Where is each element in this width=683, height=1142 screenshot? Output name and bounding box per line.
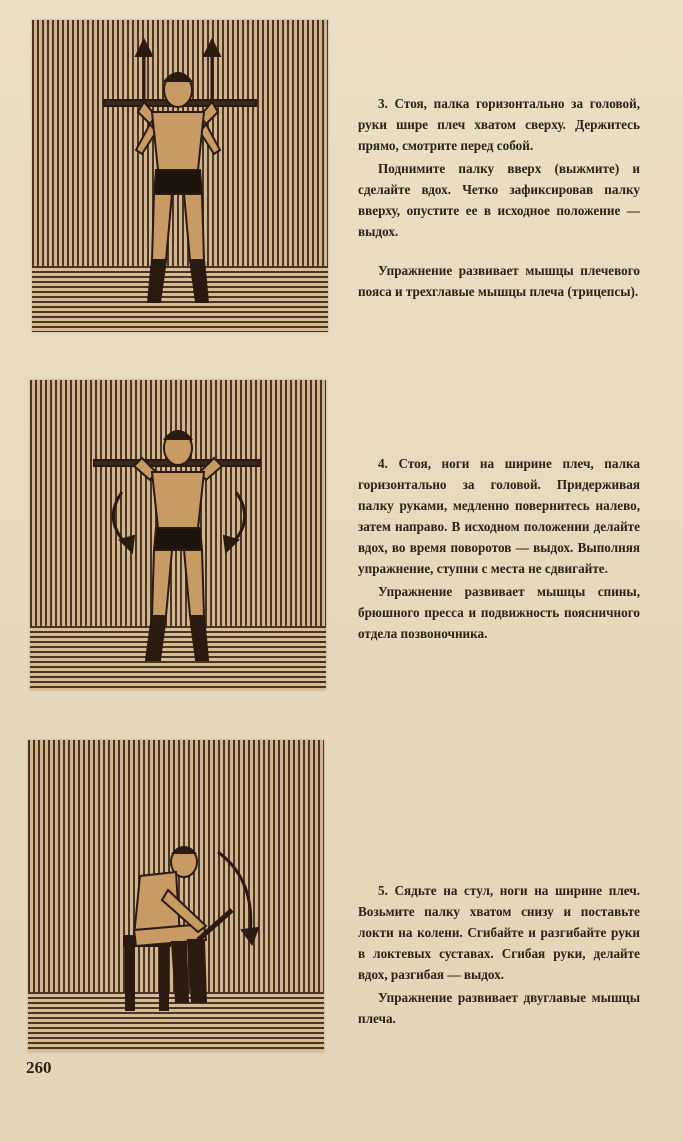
exercise-3-instruction: 3. Стоя, палка горизонтально за головой, руки шире плеч хватом сверху. Держитесь прямо, смотрите перед собой. [358, 96, 640, 153]
athlete-press-figure [32, 20, 328, 332]
exercise-3-benefit: Упражнение развивает мышцы плечевого пояса и трехглавые мышцы плеча (трицепсы). [358, 263, 640, 299]
exercise-5-benefit: Упражнение развивает двуглавые мышцы плеча. [358, 990, 640, 1026]
exercise-5-instruction: 5. Сядьте на стул, ноги на ширине плеч. Возьмите палку хватом снизу и поставьте локти на колени. Сгибайте и разгибайте руки в локтевых суставах. Сгибая руки, делайте вдох, разгибая — выдох. [358, 883, 640, 982]
exercise-4-benefit: Упражнение развивает мышцы спины, брюшного пресса и подвижность поясничного отдела позвоночника. [358, 584, 640, 641]
illustration-press-up [32, 20, 328, 332]
exercise-5-text [358, 880, 640, 1031]
athlete-twist-figure [30, 380, 326, 690]
exercise-4-text [358, 453, 640, 646]
page-number: 260 [26, 1058, 52, 1077]
illustration-seated-curl [28, 740, 324, 1052]
exercise-3-text [358, 93, 640, 304]
athlete-seated-figure [28, 740, 324, 1052]
exercise-4-instruction: 4. Стоя, ноги на ширине плеч, палка горизонтально за головой. Придерживая палку руками, медленно повернитесь налево, затем направо. В исходном положении делайте вдох, во время поворотов — выдох. Выполняя упражнение, ступни с места не сдвигайте. [358, 456, 640, 576]
illustration-torso-twist [30, 380, 326, 690]
exercise-3-action: Поднимите палку вверх (выжмите) и сделайте вдох. Четко зафиксировав палку вверху, опустите ее в исходное положение — выдох. [358, 161, 640, 239]
